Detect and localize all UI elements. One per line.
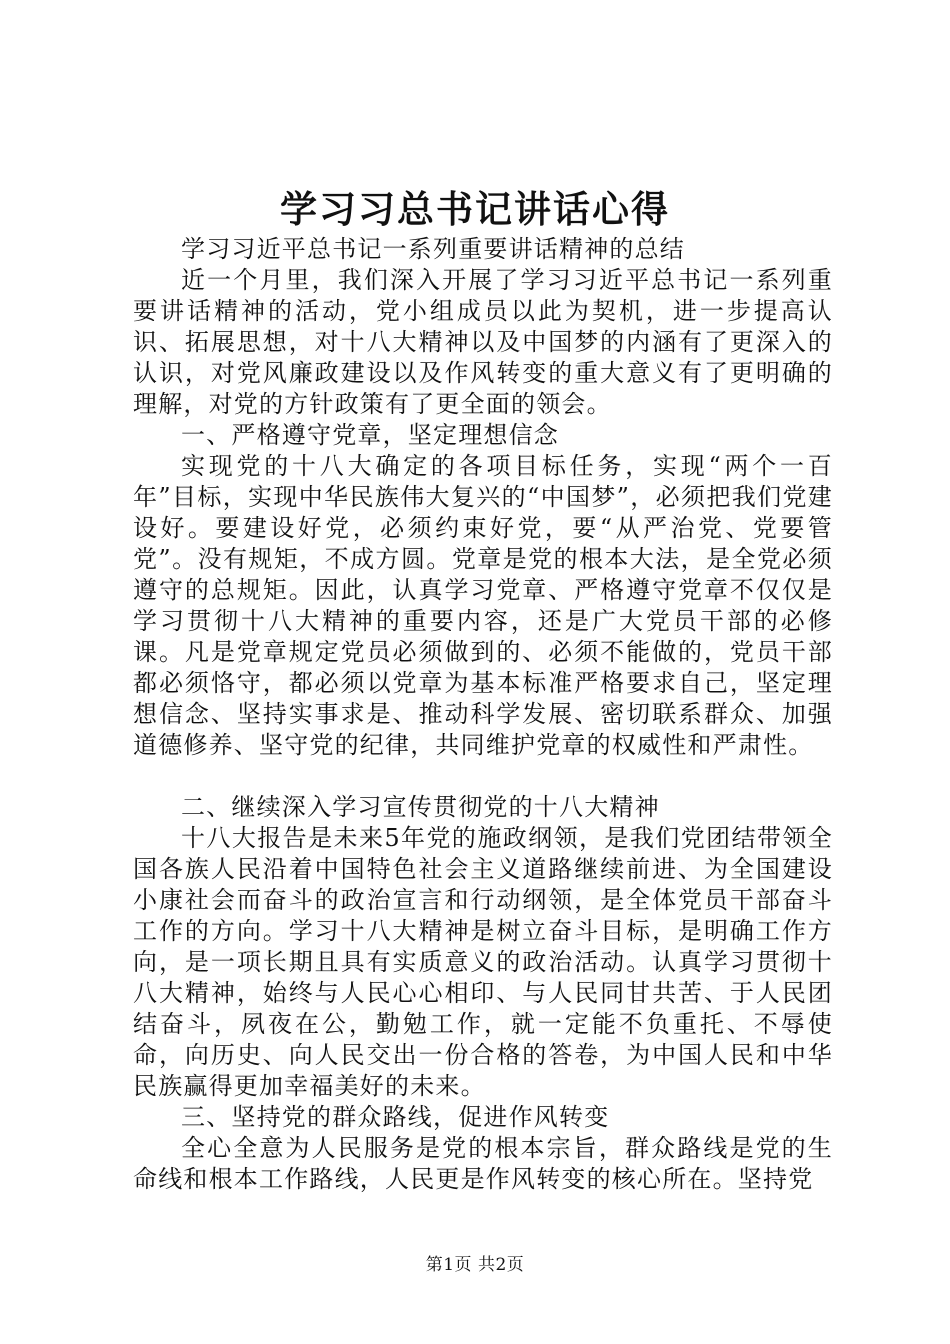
section-heading-3: 三、坚持党的群众路线，促进作风转变 — [181, 1103, 610, 1131]
blank-line — [133, 761, 833, 792]
page-footer: 第1页 共2页 — [425, 1255, 525, 1275]
section-heading-1: 一、严格遵守党章，坚定理想信念 — [181, 421, 559, 449]
subtitle-paragraph: 学习习近平总书记一系列重要讲话精神的总结 — [181, 235, 685, 263]
section-heading-2: 二、继续深入学习宣传贯彻党的十八大精神 — [181, 793, 660, 821]
document-body — [133, 234, 833, 1195]
intro-paragraph: 近一个月里，我们深入开展了学习习近平总书记一系列重要讲话精神的活动，党小组成员以此为契机，进一步提高认识、拓展思想，对十八大精神以及中国梦的内涵有了更深入的认识，对党风廉政建设以及作风转变的重大意义有了更明确的理解，对党的方针政策有了更全面的领会。 — [133, 266, 833, 418]
section-paragraph-3: 全心全意为人民服务是党的根本宗旨，群众路线是党的生命线和根本工作路线，人民更是作风转变的核心所在。坚持党 — [133, 1134, 833, 1193]
document-title: 学习习总书记讲话心得 — [280, 187, 670, 231]
section-paragraph-1: 实现党的十八大确定的各项目标任务，实现“两个一百年”目标，实现中华民族伟大复兴的“中国梦”，必须把我们党建设好。要建设好党，必须约束好党，要“从严治党、党要管党”。没有规矩，不成方圆。党章是党的根本大法，是全党必须遵守的总规矩。因此，认真学习党章、严格遵守党章不仅仅是学习贯彻十八大精神的重要内容，还是广大党员干部的必修课。凡是党章规定党员必须做到的、必须不能做的，党员干部都必须恪守，都必须以党章为基本标准严格要求自己，坚定理想信念、坚持实事求是、推动科学发展、密切联系群众、加强道德修养、坚守党的纪律，共同维护党章的权威性和严肃性。 — [133, 452, 833, 759]
section-paragraph-2: 十八大报告是未来5年党的施政纲领，是我们党团结带领全国各族人民沿着中国特色社会主义道路继续前进、为全国建设小康社会而奋斗的政治宣言和行动纲领，是全体党员干部奋斗工作的方向。学习十八大精神是树立奋斗目标，是明确工作方向，是一项长期且具有实质意义的政治活动。认真学习贯彻十八大精神，始终与人民心心相印、与人民同甘共苦、于人民团结奋斗，夙夜在公，勤勉工作，就一定能不负重托、不辱使命，向历史、向人民交出一份合格的答卷，为中国人民和中华民族赢得更加幸福美好的未来。 — [133, 824, 833, 1100]
